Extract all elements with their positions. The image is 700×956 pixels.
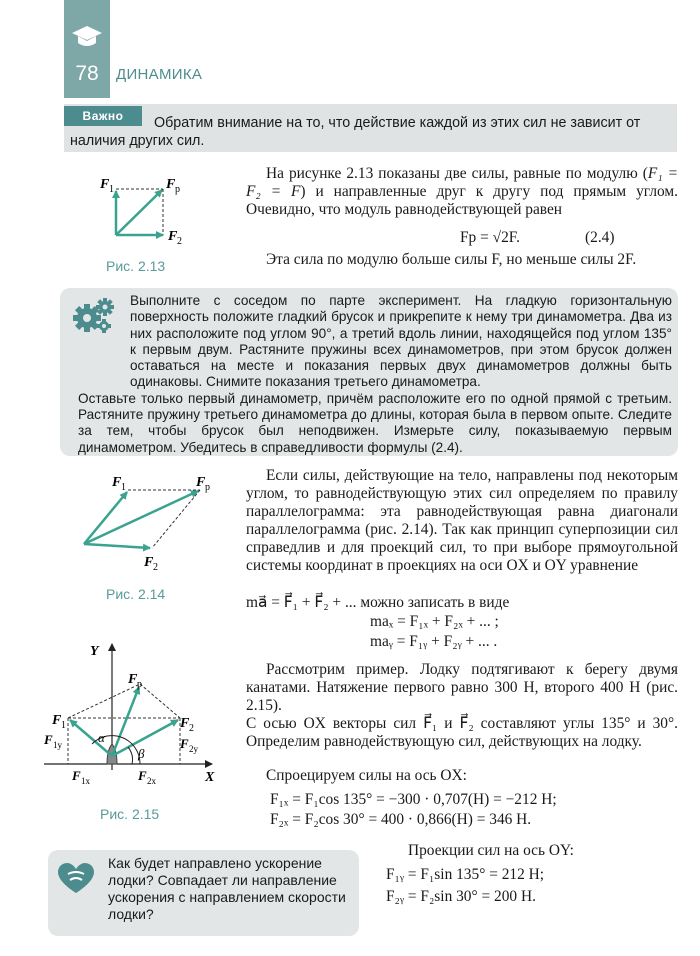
paragraph-example: Рассмотрим пример. Лодку подтягивают к берегу двумя канатами. Натяжение первого равно 300 Н, второго 400 Н (рис. 2.15). bbox=[246, 661, 678, 714]
equation-y: maᵧ = F₁ᵧ + F₂ᵧ + ... . bbox=[370, 633, 498, 650]
equation-vector: ma⃗ = F⃗₁ + F⃗₂ + ... можно записать в виде bbox=[246, 594, 510, 611]
formula-f1x: F₁ₓ = F₁cos 135° = −300 · 0,707(Н) = −212 Н; bbox=[270, 791, 557, 808]
svg-text:F: F bbox=[180, 736, 189, 751]
projection-oy-heading: Проекции сил на ось OY: bbox=[408, 842, 574, 859]
formula-f2x: F₂ₓ = F₂cos 30° = 400 · 0,866(Н) = 346 Н. bbox=[270, 811, 532, 828]
formula-number: (2.4) bbox=[585, 229, 615, 246]
svg-text:F: F bbox=[180, 716, 190, 731]
graduation-cap-icon bbox=[71, 24, 103, 50]
question-text: Как будет направлено ускорение лодки? Совпадает ли направление ускорения с направлением скорости лодки? bbox=[108, 855, 346, 922]
svg-text:p: p bbox=[137, 679, 142, 690]
svg-text:p: p bbox=[205, 482, 210, 493]
svg-text:1: 1 bbox=[61, 720, 66, 731]
svg-text:F: F bbox=[112, 475, 122, 490]
svg-text:Y: Y bbox=[90, 644, 99, 659]
formula-2-4: Fр = √2F. bbox=[460, 229, 520, 246]
page-number: 78 bbox=[75, 62, 99, 85]
important-badge: Важно bbox=[64, 106, 142, 126]
caption-fig-2-15: Рис. 2.15 bbox=[100, 806, 160, 822]
formula-f2y: F₂ᵧ = F₂sin 30° = 200 Н. bbox=[386, 888, 536, 905]
svg-text:2: 2 bbox=[177, 236, 182, 247]
experiment-text: Выполните с соседом по парте эксперимент. На гладкую горизонтальную поверхность положите гладкий брусок и прикрепите к нему три динамометра. Два из них расположите под углом 90°, а третий вдоль линии, находящейся под углом 135° к первым двум. Растяните пружины всех динамометров, при этом брусок должен оставаться на месте и показания первых двух динамометров должны быть одинаковы. Снимите показания третьего динамометра. Оставьте только первый динамометр, причём расположите его по одной прямой с третьим. Растяните пружину третьего динамометра до длины, которая была в первом опыте. Следите за тем, чтобы брусок был неподвижен. Измерьте силу, показываемую первым динамометром. Убедитесь в справедливости формулы (2.4). bbox=[78, 293, 672, 455]
svg-text:F: F bbox=[144, 555, 154, 570]
svg-text:α: α bbox=[98, 730, 105, 745]
svg-text:2x: 2x bbox=[147, 776, 156, 786]
projection-ox-heading: Спроецируем силы на ось OX: bbox=[266, 767, 467, 784]
svg-text:1x: 1x bbox=[81, 776, 90, 786]
paragraph-fig-2-13: На рисунке 2.13 показаны две силы, равные по модулю (F₁ = F₂ = F) и направленные друг к другу под прямым углом. Очевидно, что модуль равнодействующей равен bbox=[246, 165, 679, 218]
important-text: Обратим внимание на то, что действие каждой из этих сил не зависит от наличия других сил. bbox=[70, 115, 641, 149]
formula-f1y: F₁ᵧ = F₁sin 135° = 212 Н; bbox=[386, 866, 545, 883]
svg-text:p: p bbox=[175, 184, 180, 195]
svg-text:1y: 1y bbox=[53, 740, 62, 750]
svg-text:F: F bbox=[196, 475, 206, 490]
figure-2-13 bbox=[96, 172, 206, 252]
figure-2-15 bbox=[40, 640, 236, 792]
paragraph-fig-2-13-b: Эта сила по модулю больше силы F, но меньше силы 2F. bbox=[266, 251, 637, 268]
svg-text:2: 2 bbox=[189, 723, 194, 734]
svg-text:F: F bbox=[128, 672, 138, 687]
svg-text:2: 2 bbox=[153, 562, 158, 573]
svg-text:F: F bbox=[44, 732, 53, 747]
section-title: ДИНАМИКА bbox=[116, 66, 203, 83]
paragraph-parallelogram: Если силы, действующие на тело, направлены под некоторым углом, то равнодействующую этих сил определяем по правилу параллелограмма: эта равнодействующая равна диагонали параллелограмма (рис. 2.14). Так как принцип суперпозиции сил справедлив и для проекций сил, то при выборе прямоугольной системы координат в проекциях на оси OX и OY уравнение bbox=[246, 467, 678, 574]
svg-text:β: β bbox=[138, 746, 145, 761]
figure-2-14 bbox=[76, 468, 226, 576]
svg-text:1: 1 bbox=[121, 482, 126, 493]
svg-text:1: 1 bbox=[109, 184, 114, 195]
caption-fig-2-13: Рис. 2.13 bbox=[106, 258, 166, 274]
svg-text:F: F bbox=[168, 229, 178, 244]
svg-text:F: F bbox=[72, 768, 81, 783]
caption-fig-2-14: Рис. 2.14 bbox=[106, 586, 166, 602]
svg-text:2y: 2y bbox=[189, 744, 198, 754]
svg-text:F: F bbox=[138, 768, 147, 783]
equation-x: maₓ = F₁ₓ + F₂ₓ + ... ; bbox=[370, 613, 499, 630]
question-heart-icon bbox=[56, 862, 96, 896]
svg-text:X: X bbox=[205, 770, 215, 785]
svg-text:F: F bbox=[166, 177, 176, 192]
svg-text:F: F bbox=[52, 713, 62, 728]
paragraph-angles: С осью OX векторы сил F⃗₁ и F⃗₂ составляют углы 135° и 30°. Определим равнодействующую сил, действующих на лодку. bbox=[246, 715, 678, 750]
svg-text:F: F bbox=[100, 177, 110, 192]
